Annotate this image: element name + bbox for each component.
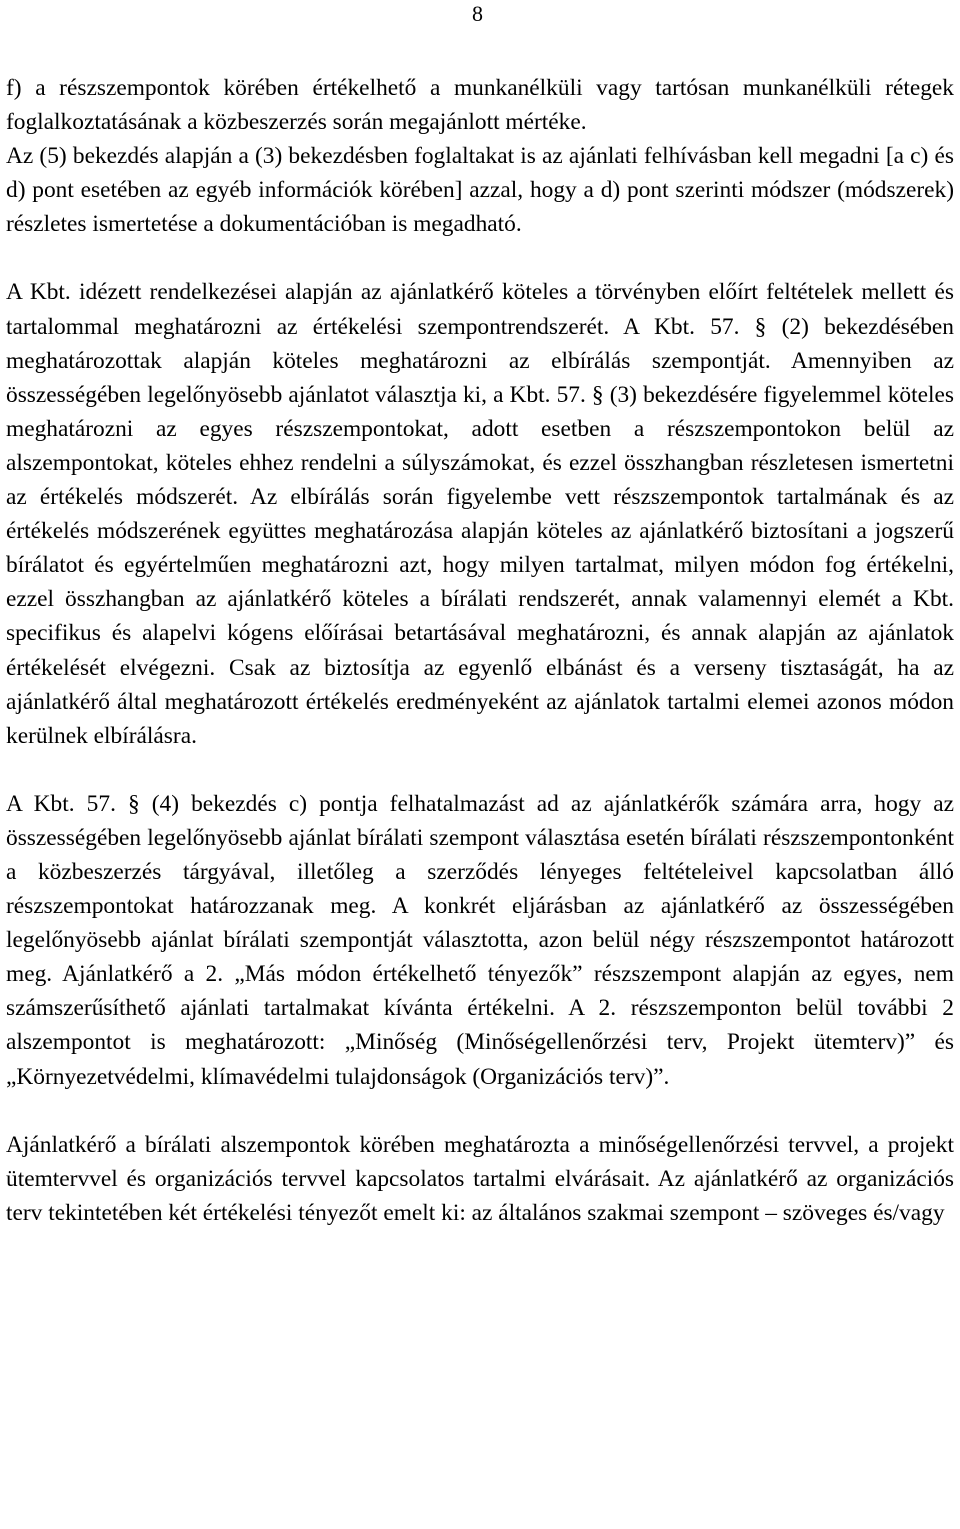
page-number: 8 — [472, 1, 483, 26]
paragraph-kbt-57-4: A Kbt. 57. § (4) bekezdés c) pontja felhatalmazást ad az ajánlatkérők számára arra, hogy az összességében legelőnyösebb ajánlat bírálati szempont választása esetén bírálati részszempontonként a közbeszerzés tárgyával, illetőleg a szerződés lényeges feltételeivel kapcsolatban álló részszempontokat határozzanak meg. A konkrét eljárásban az ajánlatkérő az összességében legelőnyösebb ajánlat bírálati szempontját választotta, azon belül négy részszempontot határozott meg. Ajánlatkérő a 2. „Más módon értékelhető tényezők” részszempont alapján az egyes, nem számszerűsíthető ajánlati tartalmakat kívánta értékelni. A 2. részszemponton belül további 2 alszempontot is meghatározott: „Minőség (Minőségellenőrzési terv, Projekt ütemterv)” és „Környezetvédelmi, klímavédelmi tulajdonságok (Organizációs terv)”. — [6, 790, 954, 1090]
paragraph-section-5: Az (5) bekezdés alapján a (3) bekezdésben foglaltakat is az ajánlati felhívásban kell megadni [a c) és d) pont esetében az egyéb információk körében] azzal, hogy a d) pont szerinti módszer (módszerek) részletes ismertetése a dokumentációban is megadható. — [6, 143, 954, 238]
document-body — [6, 71, 954, 1230]
paragraph-criterion-f: f) a részszempontok körében értékelhető a munkanélküli vagy tartósan munkanélküli rétegek foglalkoztatásának a közbeszerzés során megajánlott mértéke. — [6, 75, 954, 136]
paragraph-subcriteria: Ajánlatkérő a bírálati alszempontok körében meghatározta a minőségellenőrzési tervvel, a projekt ütemtervvel és organizációs tervvel kapcsolatos tartalmi elvárásait. Az ajánlatkérő az organizációs terv tekintetében két értékelési tényezőt emelt ki: az általános szakmai szempont – szöveges és/vagy — [6, 1131, 954, 1226]
paragraph-kbt-provisions: A Kbt. idézett rendelkezései alapján az ajánlatkérő köteles a törvényben előírt feltételek mellett és tartalommal meghatározni az értékelési szempontrendszerét. A Kbt. 57. § (2) bekezdésében meghatározottak alapján köteles meghatározni az elbírálás szempontját. Amennyiben az összességében legelőnyösebb ajánlatot választja ki, a Kbt. 57. § (3) bekezdésére figyelemmel köteles meghatározni az egyes részszempontokat, adott esetben a részszempontokon belül az alszempontokat, köteles ehhez rendelni a súlyszámokat, és ezzel összhangban részletesen ismertetni az értékelés módszerét. Az elbírálás során figyelembe vett részszempontok tartalmának és az értékelés módszerének együttes meghatározása alapján köteles az ajánlatkérő biztosítani a jogszerű bírálatot és egyértelműen meghatározni azt, hogy milyen tartalmat, milyen módon fog értékelni, ezzel összhangban az ajánlatkérő köteles a bírálati rendszerét, annak valamennyi elemét a Kbt. specifikus és alapelvi kógens előírásai betartásával meghatározni, és annak alapján az ajánlatok értékelését elvégezni. Csak az biztosítja az egyenlő elbánást és a verseny tisztaságát, ha az ajánlatkérő által meghatározott értékelés eredményeként az ajánlatok tartalmi elemei azonos módon kerülnek elbírálásra. — [6, 279, 954, 749]
